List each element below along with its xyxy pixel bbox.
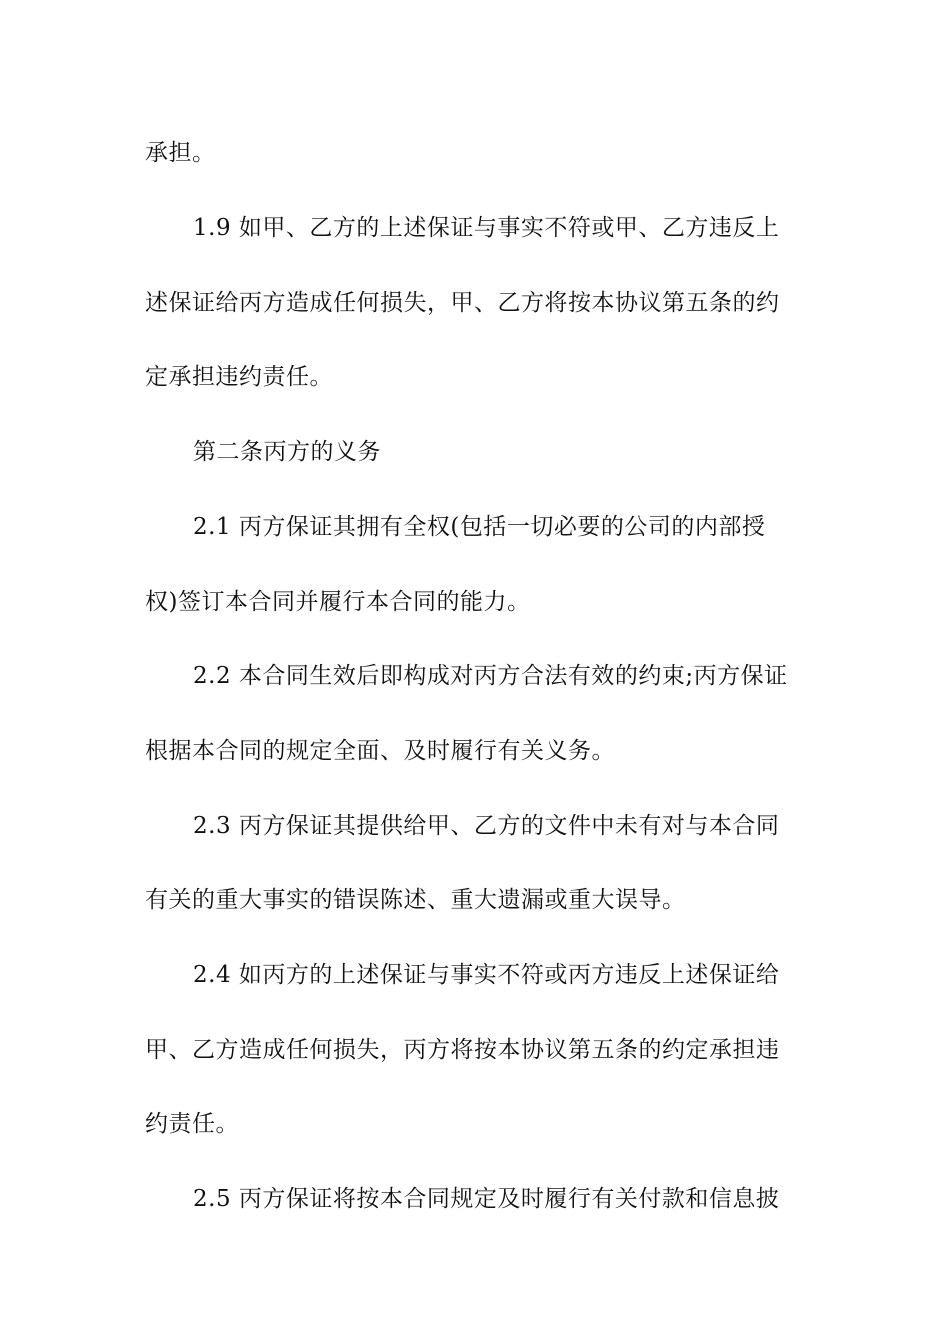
text-line: 2.2 本合同生效后即构成对丙方合法有效的约束;丙方保证	[193, 663, 788, 689]
text-line: 1.9 如甲、乙方的上述保证与事实不符或甲、乙方违反上	[193, 215, 780, 241]
text-line: 有关的重大事实的错误陈述、重大遗漏或重大误导。	[145, 887, 686, 913]
text-line: 2.3 丙方保证其提供给甲、乙方的文件中未有对与本合同	[193, 813, 780, 839]
text-line: 承担。	[145, 140, 216, 166]
text-line: 定承担违约责任。	[145, 364, 333, 390]
text-line: 2.5 丙方保证将按本合同规定及时履行有关付款和信息披	[193, 1186, 780, 1212]
text-line: 权)签订本合同并履行本合同的能力。	[145, 589, 531, 615]
text-line: 2.4 如丙方的上述保证与事实不符或丙方违反上述保证给	[193, 962, 780, 988]
text-line: 约责任。	[145, 1111, 239, 1137]
text-line: 述保证给丙方造成任何损失，甲、乙方将按本协议第五条的约	[145, 290, 780, 316]
text-line: 根据本合同的规定全面、及时履行有关义务。	[145, 738, 615, 764]
text-line: 甲、乙方造成任何损失，丙方将按本协议第五条的约定承担违	[145, 1037, 780, 1063]
text-line: 2.1 丙方保证其拥有全权(包括一切必要的公司的内部授	[193, 514, 766, 540]
section-heading: 第二条丙方的义务	[193, 439, 381, 465]
